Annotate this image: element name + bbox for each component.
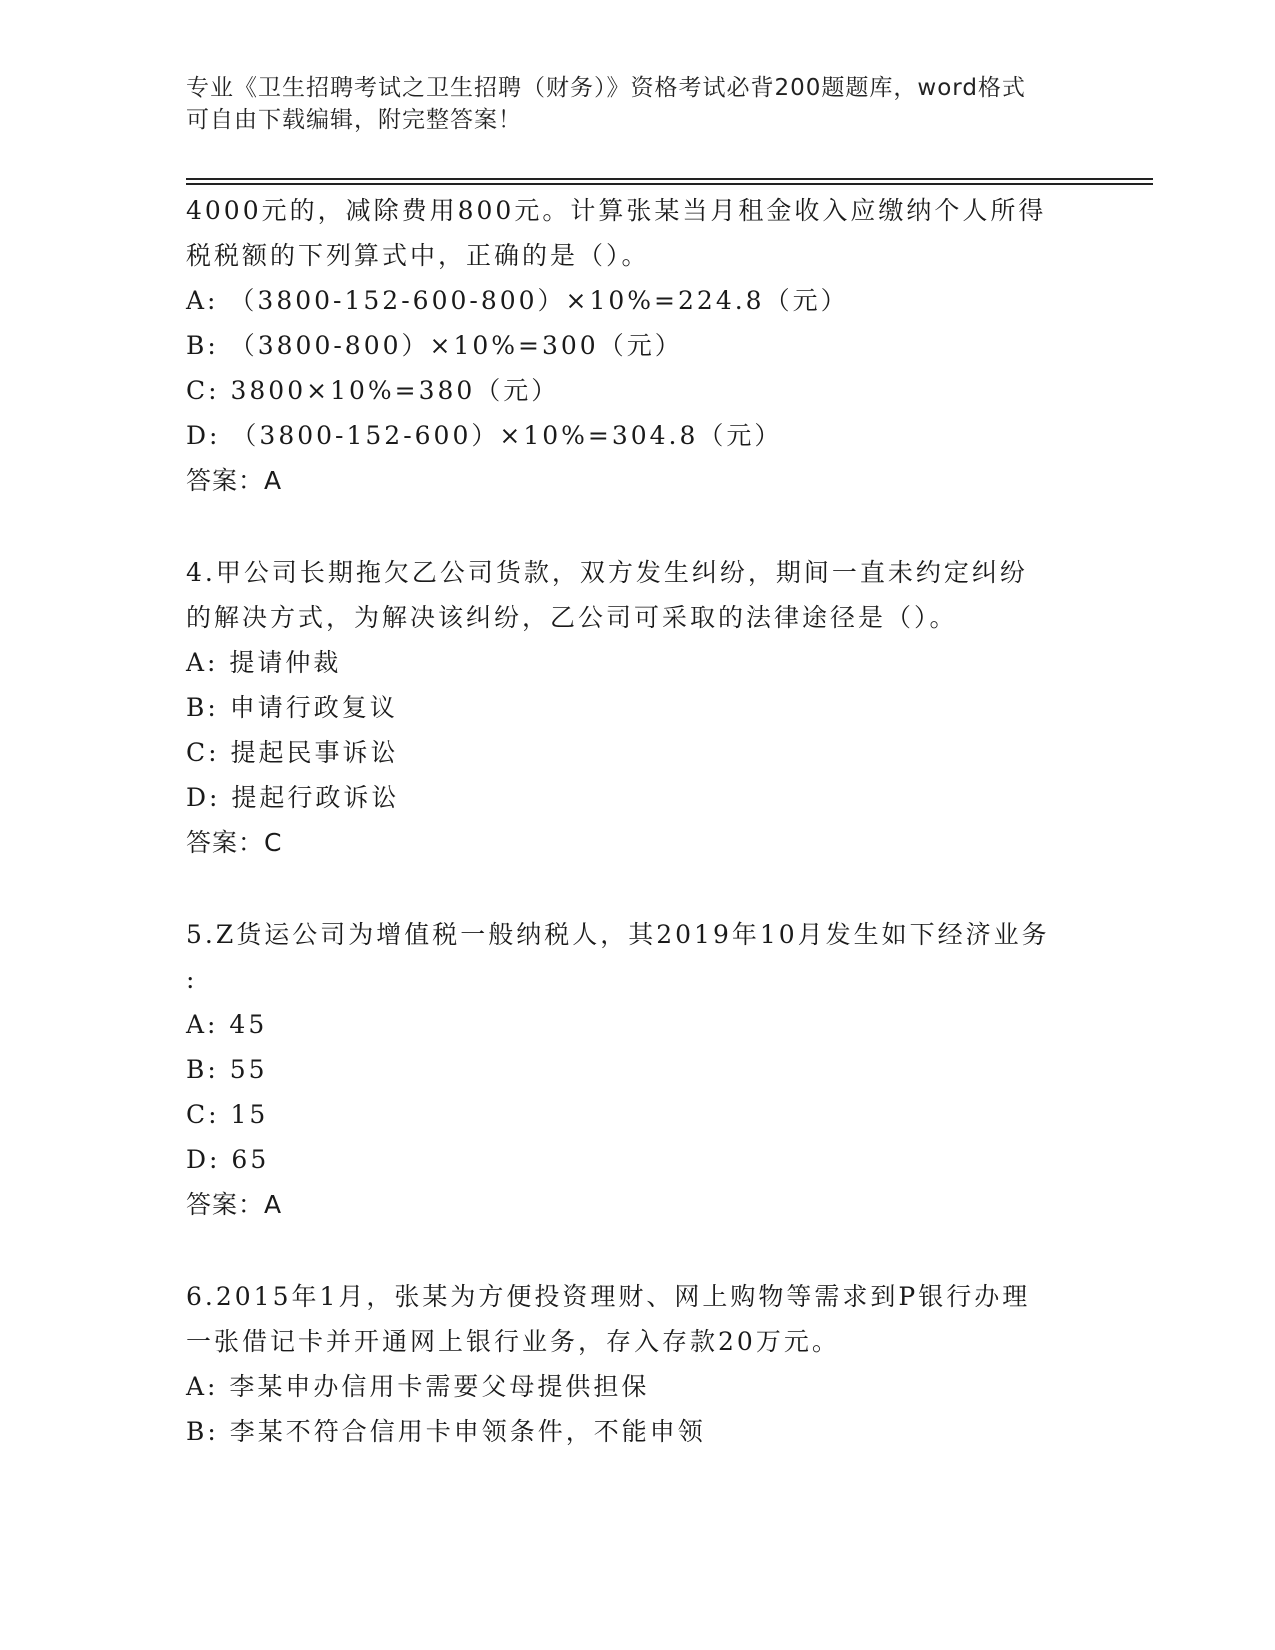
spacer xyxy=(186,865,1086,912)
question-stem-line: 6.2015年1月，张某为方便投资理财、网上购物等需求到P银行办理 xyxy=(186,1282,1031,1311)
question-stem-line: 4000元的，减除费用800元。计算张某当月租金收入应缴纳个人所得 xyxy=(186,196,1047,225)
option-b: B: 55 xyxy=(186,1055,268,1084)
option-d: D: 65 xyxy=(186,1145,270,1174)
option-a: A: （3800-152-600-800）×10%=224.8（元） xyxy=(186,286,849,315)
header-rule-top xyxy=(186,178,1153,180)
question-stem-line: : xyxy=(186,965,198,994)
option-a: A: 提请仲裁 xyxy=(186,648,342,677)
option-c: C: 15 xyxy=(186,1100,269,1129)
answer-line: 答案：A xyxy=(186,466,283,495)
option-a: A: 45 xyxy=(186,1010,268,1039)
option-d: D: 提起行政诉讼 xyxy=(186,783,400,812)
spacer xyxy=(186,1227,1086,1274)
option-c: C: 3800×10%=380（元） xyxy=(186,376,560,405)
option-b: B: 申请行政复议 xyxy=(186,693,398,722)
question-list xyxy=(186,188,1086,1454)
header-line-2: 可自由下载编辑，附完整答案！ xyxy=(186,107,522,133)
header-rule-bottom xyxy=(186,183,1153,185)
answer-line: 答案：C xyxy=(186,828,283,857)
question-stem-line: 4.甲公司长期拖欠乙公司货款，双方发生纠纷，期间一直未约定纠纷 xyxy=(186,558,1028,587)
option-b: B: 李某不符合信用卡申领条件，不能申领 xyxy=(186,1417,706,1446)
option-a: A: 李某申办信用卡需要父母提供担保 xyxy=(186,1372,650,1401)
option-d: D: （3800-152-600）×10%=304.8（元） xyxy=(186,421,783,450)
question-4 xyxy=(186,550,1086,865)
question-5 xyxy=(186,912,1086,1227)
document-header xyxy=(186,72,1086,136)
option-b: B: （3800-800）×10%=300（元） xyxy=(186,331,683,360)
question-stem-line: 一张借记卡并开通网上银行业务，存入存款20万元。 xyxy=(186,1327,840,1356)
question-stem-line: 的解决方式，为解决该纠纷，乙公司可采取的法律途径是（）。 xyxy=(186,603,958,632)
option-c: C: 提起民事诉讼 xyxy=(186,738,399,767)
question-3 xyxy=(186,188,1086,503)
question-6 xyxy=(186,1274,1086,1454)
spacer xyxy=(186,503,1086,550)
answer-line: 答案：A xyxy=(186,1190,283,1219)
question-stem-line: 5.Z货运公司为增值税一般纳税人，其2019年10月发生如下经济业务 xyxy=(186,920,1050,949)
question-stem-line: 税税额的下列算式中，正确的是（）。 xyxy=(186,241,650,270)
header-line-1: 专业《卫生招聘考试之卫生招聘（财务）》资格考试必背200题题库，word格式 xyxy=(186,75,1026,101)
